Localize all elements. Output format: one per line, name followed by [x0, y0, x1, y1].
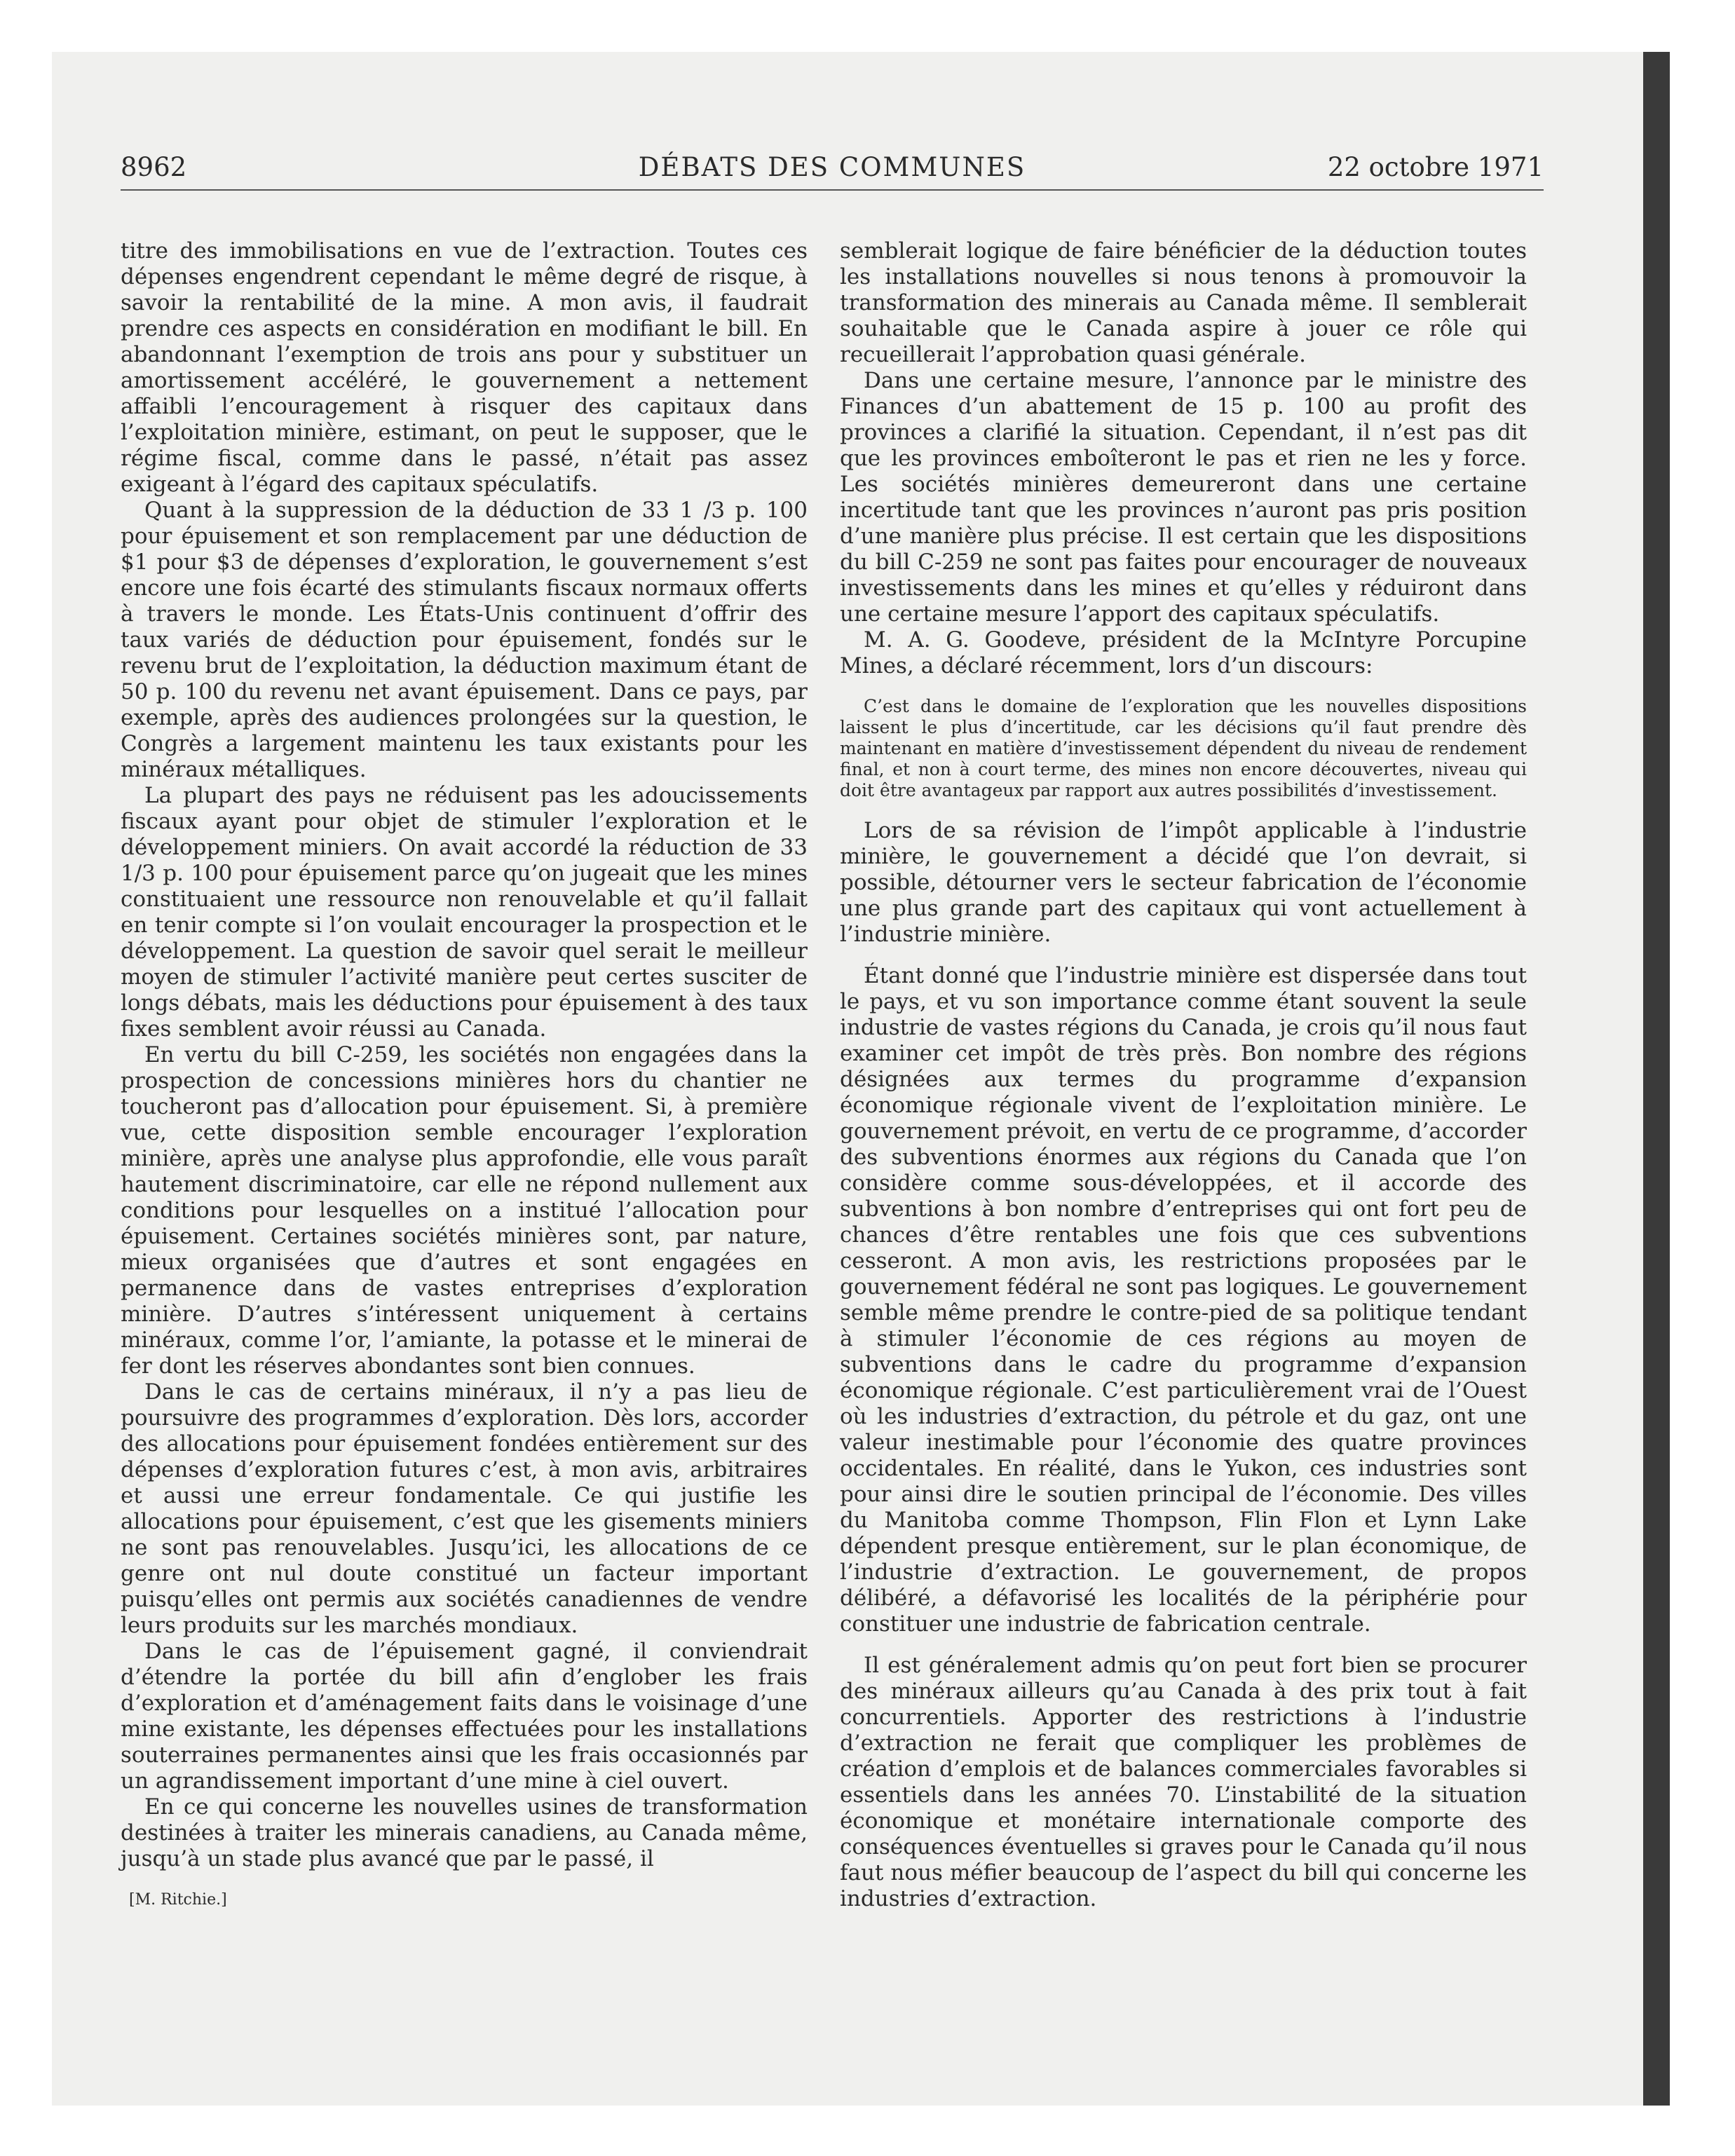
paragraph: titre des immobilisations en vue de l’extraction. Toutes ces dépenses engendrent cependant le même degré de risque, à savoir la rentabilité de la mine. A mon avis, il faudrait prendre ces aspects en considération en modifiant le bill. En abandonnant l’exemption de trois ans pour y substituer un amortissement accéléré, le gouvernement a nettement affaibli l’encouragement à risquer des capitaux dans l’exploitation minière, estimant, on peut le supposer, que le régime fiscal, comme dans le passé, n’était pas assez exigeant à l’égard des capitaux spéculatifs.	[121, 238, 808, 497]
page-number: 8962	[121, 152, 187, 182]
paragraph: En ce qui concerne les nouvelles usines de transformation destinées à traiter les minerais canadiens, au Canada même, jusqu’à un stade plus avancé que par le passé, il	[121, 1794, 808, 1871]
paragraph: Étant donné que l’industrie minière est dispersée dans tout le pays, et vu son importance comme étant souvent la seule industrie de vastes régions du Canada, je crois qu’il nous faut examiner cet impôt de très près. Bon nombre des régions désignées aux termes du programme d’expansion économique régionale vivent de l’exploitation minière. Le gouvernement prévoit, en vertu de ce programme, d’accorder des subventions énormes aux régions du Canada que l’on considère comme sous-développées, et il accorde des subventions à bon nombre d’entreprises qui ont fort peu de chances d’être rentables une fois que ces subventions cesseront. A mon avis, les restrictions proposées par le gouvernement fédéral ne sont pas logiques. Le gouvernement semble même prendre le contre-pied de sa politique tendant à stimuler l’économie de ces régions au moyen de subventions dans le cadre du programme d’expansion économique régionale. C’est particulièrement vrai de l’Ouest où les industries d’extraction, du pétrole et du gaz, ont une valeur inestimable pour l’économie des quatre provinces occidentales. En réalité, dans le Yukon, ces industries sont pour ainsi dire le soutien principal de l’économie. Des villes du Manitoba comme Thompson, Flin Flon et Lynn Lake dépendent presque entièrement, sur le plan économique, de l’industrie d’extraction. Le gouvernement, de propos délibéré, a défavorisé les localités de la périphérie pour constituer une industrie de fabrication centrale.	[840, 963, 1527, 1637]
left-column	[121, 238, 808, 1910]
paragraph: Dans le cas de certains minéraux, il n’y a pas lieu de poursuivre des programmes d’exploration. Dès lors, accorder des allocations pour épuisement fondées entièrement sur des dépenses d’exploration futures c’est, à mon avis, arbitraires et aussi une erreur fondamentale. Ce qui justifie les allocations pour épuisement, c’est que les gisements miniers ne sont pas renouvelables. Jusqu’ici, les allocations de ce genre ont nul doute constitué un facteur important puisqu’elles ont permis aux sociétés canadiennes de vendre leurs produits sur les marchés mondiaux.	[121, 1379, 808, 1638]
scan-edge-bar	[1643, 52, 1670, 2106]
paragraph: semblerait logique de faire bénéficier de la déduction toutes les installations nouvelles si nous tenons à promouvoir la transformation des minerais au Canada même. Il semblerait souhaitable que le Canada aspire à jouer ce rôle qui recueillerait l’approbation quasi générale.	[840, 238, 1527, 367]
paragraph: En vertu du bill C-259, les sociétés non engagées dans la prospection de concessions minières hors du chantier ne toucheront pas d’allocation pour épuisement. Si, à première vue, cette disposition semble encourager l’exploration minière, après une analyse plus approfondie, elle vous paraît hautement discriminatoire, car elle ne répond nullement aux conditions pour lesquelles on a institué l’allocation pour épuisement. Certaines sociétés minières sont, par nature, mieux organisées que d’autres et sont engagées en permanence dans de vastes entreprises d’exploration minière. D’autres s’intéressent uniquement à certains minéraux, comme l’or, l’amiante, la potasse et le minerai de fer dont les réserves abondantes sont bien connues.	[121, 1042, 808, 1379]
block-quote: C’est dans le domaine de l’exploration que les nouvelles dispositions laissent le plus d’incertitude, car les décisions qu’il faut prendre dès maintenant en matière d’investissement dépendent du niveau de rendement final, et non à court terme, des mines non encore découvertes, niveau qui doit être avantageux par rapport aux autres possibilités d’investissement.	[840, 696, 1527, 800]
paragraph: Dans le cas de l’épuisement gagné, il conviendrait d’étendre la portée du bill afin d’englober les frais d’exploration et d’aménagement faits dans le voisinage d’une mine existante, les dépenses effectuées pour les installations souterraines permanentes ainsi que les frais occasionnés par un agrandissement important d’une mine à ciel ouvert.	[121, 1639, 808, 1794]
page-date: 22 octobre 1971	[1327, 152, 1544, 182]
paragraph: Lors de sa révision de l’impôt applicable à l’industrie minière, le gouvernement a décidé que l’on devrait, si possible, détourner vers le secteur fabrication de l’économie une plus grande part des capitaux qui vont actuellement à l’industrie minière.	[840, 818, 1527, 947]
paragraph: Quant à la suppression de la déduction de 33 1 /3 p. 100 pour épuisement et son remplacement par une déduction de $1 pour $3 de dépenses d’exploration, le gouvernement s’est encore une fois écarté des stimulants fiscaux normaux offerts à travers le monde. Les États-Unis continuent d’offrir des taux variés de déduction pour épuisement, fondés sur le revenu brut de l’exploitation, la déduction maximum étant de 50 p. 100 du revenu net avant épuisement. Dans ce pays, par exemple, après des audiences prolongées sur la question, le Congrès a largement maintenu les taux existants pour les minéraux métalliques.	[121, 498, 808, 782]
paragraph: M. A. G. Goodeve, président de la McIntyre Porcupine Mines, a déclaré récemment, lors d’un discours:	[840, 627, 1527, 678]
paragraph: Il est généralement admis qu’on peut fort bien se procurer des minéraux ailleurs qu’au Canada à des prix tout à fait concurrentiels. Apporter des restrictions à l’industrie d’extraction ne ferait que compliquer les problèmes de création d’emplois et de balances commerciales favorables si essentiels dans les années 70. L’instabilité de la situation économique et monétaire internationale comporte des conséquences éventuelles si graves pour le Canada qu’il nous faut nous méfier beaucoup de l’aspect du bill qui concerne les industries d’extraction.	[840, 1653, 1527, 1911]
page-header	[121, 150, 1544, 191]
paragraph: La plupart des pays ne réduisent pas les adoucissements fiscaux ayant pour objet de stimuler l’exploration et le développement miniers. On avait accordé la réduction de 33 1/3 p. 100 pour épuisement parce qu’on jugeait que les mines constituaient une ressource non renouvelable et qu’il fallait en tenir compte si l’on voulait encourager la prospection et le développement. La question de savoir quel serait le meilleur moyen de stimuler l’activité manière peut certes susciter de longs débats, mais les déductions pour épuisement à des taux fixes semblent avoir réussi au Canada.	[121, 783, 808, 1042]
journal-title: DÉBATS DES COMMUNES	[638, 152, 1026, 182]
right-column	[840, 238, 1527, 1912]
speaker-note: [M. Ritchie.]	[129, 1891, 227, 1909]
paragraph: Dans une certaine mesure, l’annonce par le ministre des Finances d’un abattement de 15 p. 100 au profit des provinces a clarifié la situation. Cependant, il n’est pas dit que les provinces emboîteront le pas et rien ne les y force. Les sociétés minières demeureront dans une certaine incertitude tant que les provinces n’auront pas pris position d’une manière plus précise. Il est certain que les dispositions du bill C-259 ne sont pas faites pour encourager de nouveaux investissements dans les mines et qu’elles y réduiront dans une certaine mesure l’apport des capitaux spéculatifs.	[840, 368, 1527, 627]
